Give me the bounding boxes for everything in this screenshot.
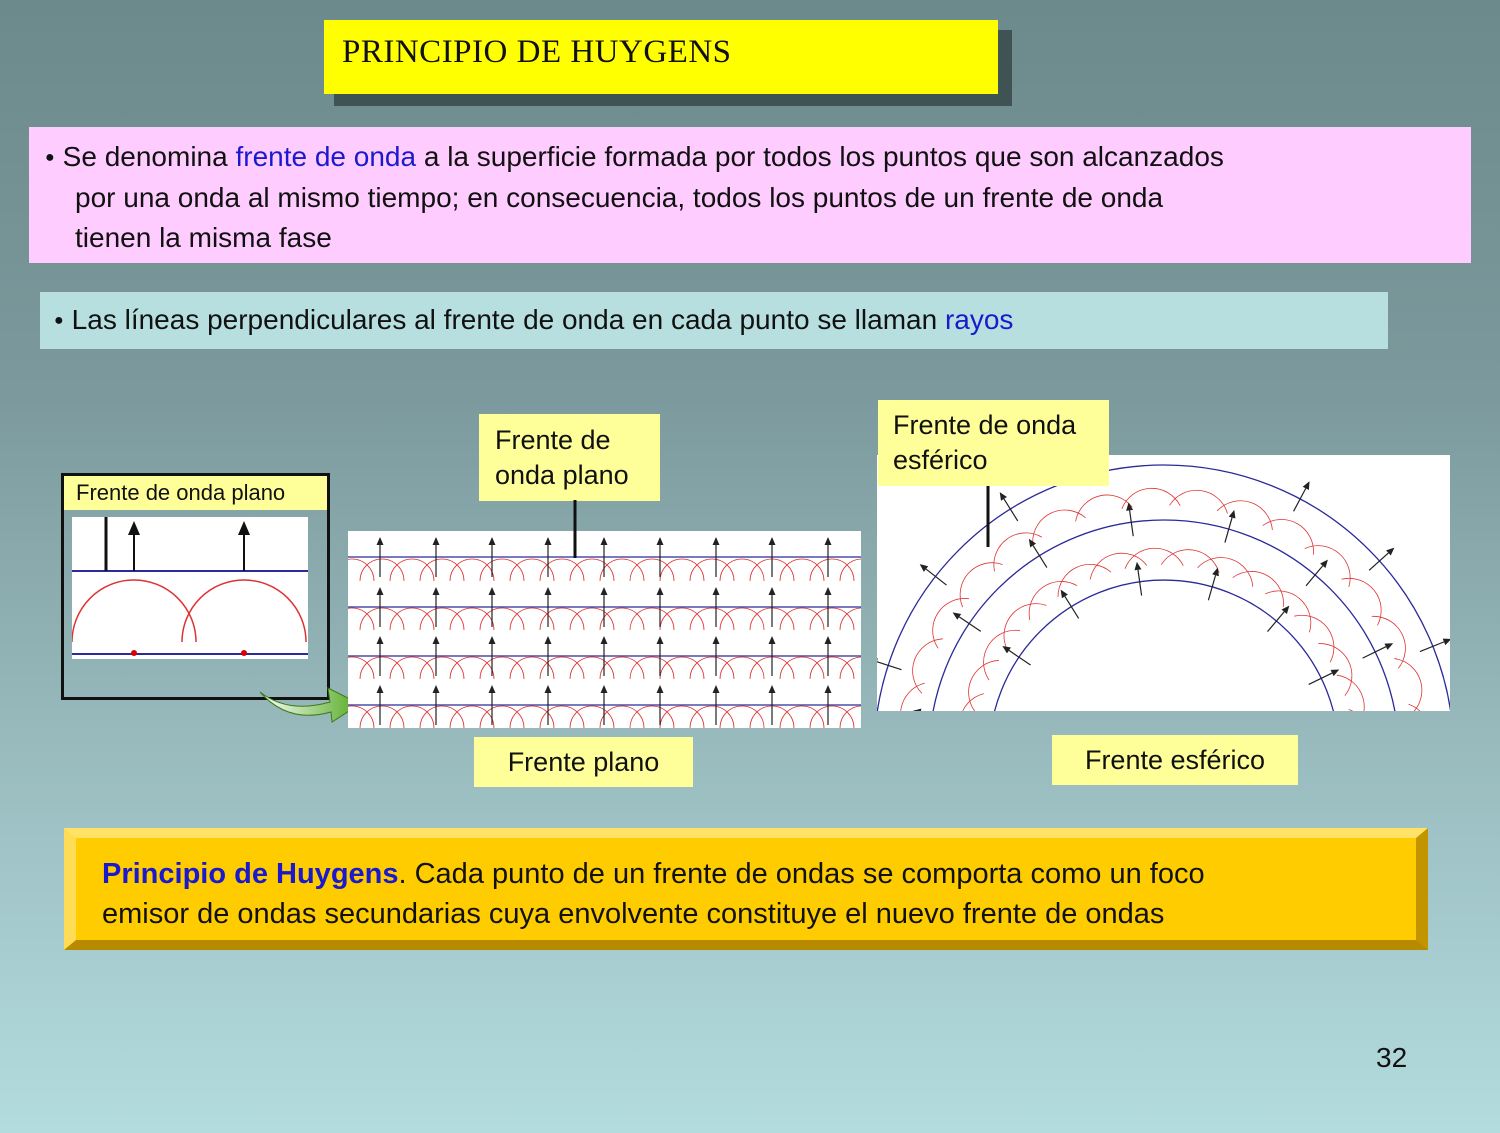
bullet-icon: ●: [45, 149, 55, 166]
plane-caption: Frente plano: [474, 737, 693, 787]
rays-box: [40, 292, 1388, 349]
definition-pre: Se denomina: [62, 141, 236, 172]
principle-text-1: . Cada punto de un frente de ondas se comporta como un foco: [398, 858, 1205, 890]
principle-line-2: emisor de ondas secundarias cuya envolvente constituye el nuevo frente de ondas: [102, 898, 1165, 930]
plane-callout-line-2: onda plano: [495, 460, 629, 490]
definition-line-2: por una onda al mismo tiempo; en consecuencia, todos los puntos de un frente de onda: [75, 182, 1164, 213]
plane-wave-diagram: [348, 531, 861, 728]
definition-line-1: [45, 137, 1455, 178]
rays-pre: Las líneas perpendiculares al frente de onda en cada punto se llaman: [71, 304, 945, 335]
term-frente-de-onda: frente de onda: [235, 141, 417, 172]
principle-box: [64, 828, 1428, 950]
spherical-callout-line-1: Frente de onda: [893, 410, 1077, 440]
spherical-wave-diagram: [877, 455, 1450, 711]
spherical-callout: [878, 400, 1109, 486]
plane-callout: [479, 414, 660, 501]
green-arrow-icon: [258, 680, 362, 724]
spherical-caption: Frente esférico: [1052, 735, 1298, 785]
slide-title: PRINCIPIO DE HUYGENS: [324, 20, 998, 94]
principle-term: Principio de Huygens: [102, 858, 399, 890]
page-number: 32: [1376, 1042, 1408, 1073]
bullet-icon: ●: [54, 312, 64, 329]
definition-box: [29, 127, 1471, 263]
spherical-callout-line-2: esférico: [893, 445, 988, 475]
inset-diagram: [72, 517, 308, 659]
plane-callout-line-1: Frente de: [495, 425, 611, 455]
inset-label: Frente de onda plano: [64, 476, 327, 510]
definition-line1-rest: a la superficie formada por todos los puntos que son alcanzados: [416, 141, 1224, 172]
principle-line-1: [102, 854, 1390, 894]
term-rayos: rayos: [944, 304, 1014, 335]
definition-line-3: tienen la misma fase: [75, 222, 332, 253]
plane-callout-pointer: [570, 500, 580, 558]
